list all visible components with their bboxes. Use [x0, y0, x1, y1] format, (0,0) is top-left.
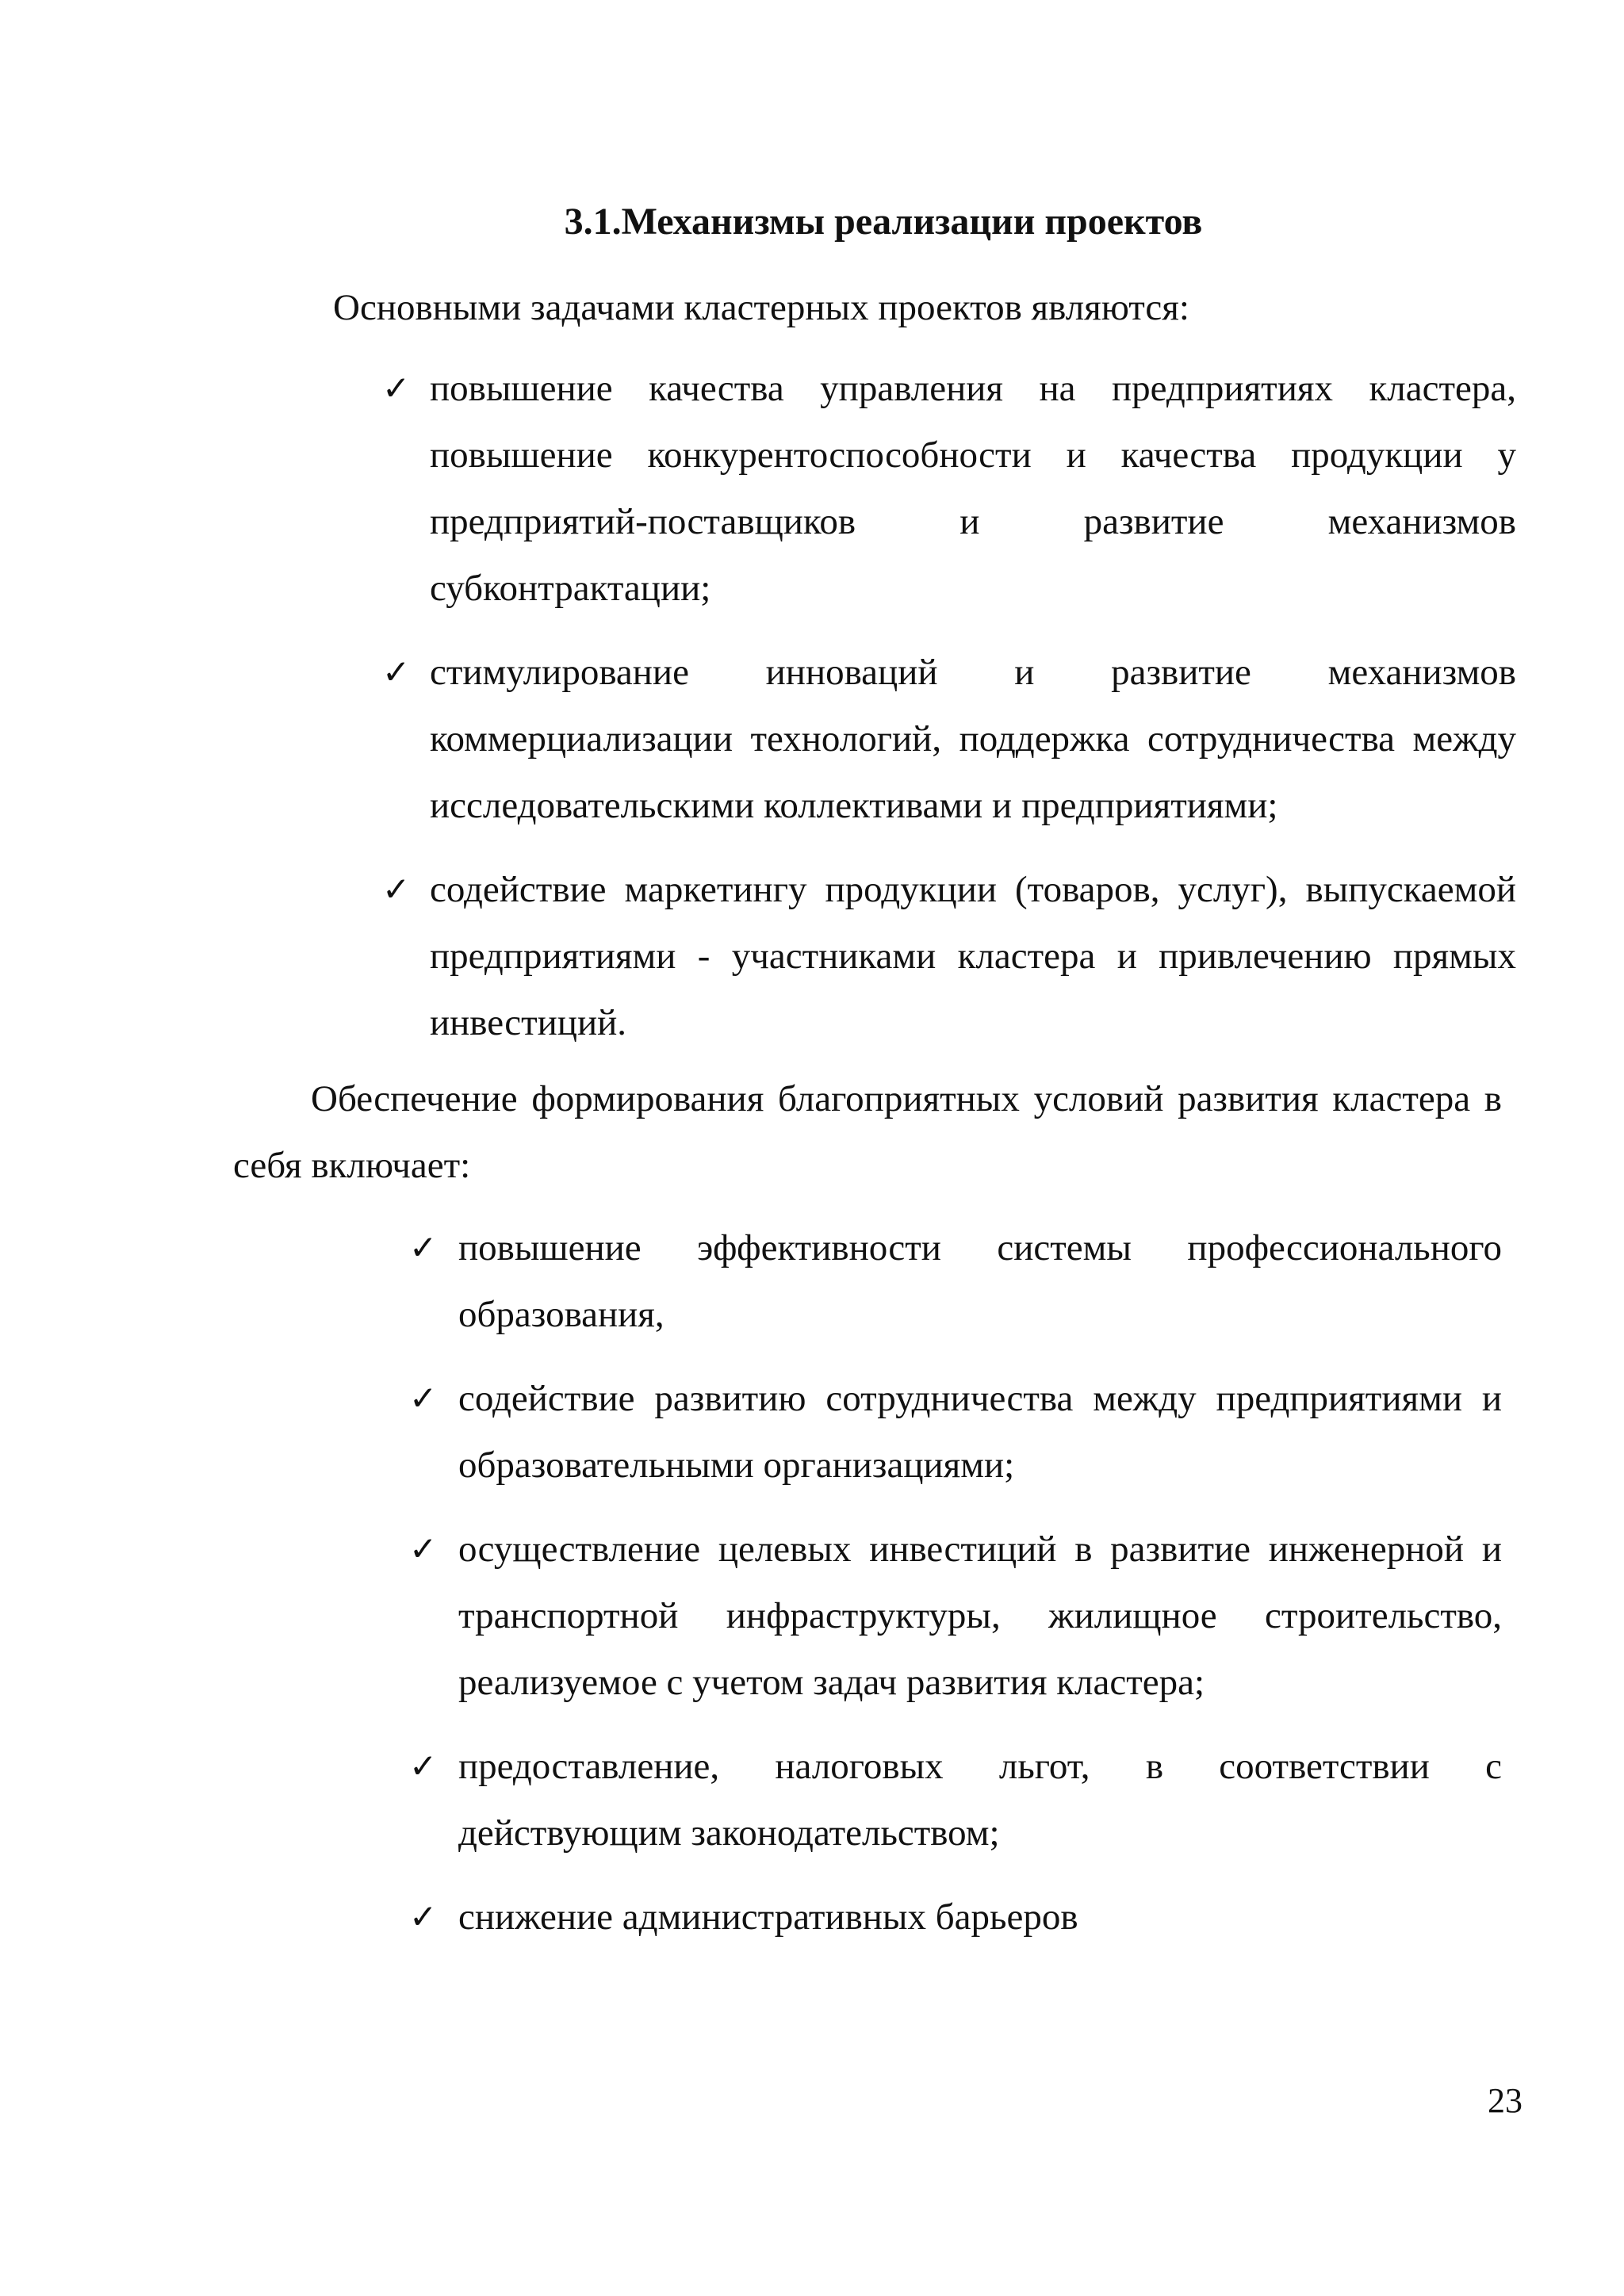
list-item: [409, 1733, 1502, 1866]
list-item-text: стимулирование инноваций и развитие механизмов коммерциализации технологий, поддержка сотрудничества между исследовательскими коллективами и предприятиями;: [430, 652, 1516, 826]
list-item-text: предоставление, налоговых льгот, в соответствии с действующим законодательством;: [458, 1746, 1502, 1854]
checkmark-icon: ✓: [409, 1897, 438, 1936]
conditions-list: [409, 1215, 1502, 1968]
list-item-text: повышение качества управления на предприятиях кластера, повышение конкурентоспособности и качества продукции у предприятий-поставщиков и развитие механизмов субконтрактации;: [430, 368, 1516, 609]
tasks-list: [382, 355, 1516, 1073]
checkmark-icon: ✓: [409, 1529, 438, 1568]
list-item: [409, 1884, 1502, 1950]
list-item: [409, 1516, 1502, 1716]
page-number: 23: [1488, 2081, 1522, 2120]
list-item: [382, 856, 1516, 1056]
checkmark-icon: ✓: [409, 1379, 438, 1418]
intro-paragraph-tasks: Основными задачами кластерных проектов являются:: [333, 287, 1189, 328]
intro-paragraph-conditions: Обеспечение формирования благоприятных условий развития кластера в себя включает:: [233, 1078, 1502, 1186]
section-heading: 3.1.Механизмы реализации проектов: [564, 201, 1203, 243]
list-item: [382, 639, 1516, 839]
checkmark-icon: ✓: [382, 652, 411, 691]
list-item: [409, 1365, 1502, 1498]
list-item-text: повышение эффективности системы профессионального образования,: [458, 1227, 1502, 1335]
list-item: [409, 1215, 1502, 1348]
list-item-text: снижение административных барьеров: [458, 1896, 1078, 1938]
list-item-text: осуществление целевых инвестиций в развитие инженерной и транспортной инфраструктуры, жилищное строительство, реализуемое с учетом задач развития кластера;: [458, 1529, 1502, 1703]
checkmark-icon: ✓: [382, 870, 411, 909]
list-item-text: содействие развитию сотрудничества между предприятиями и образовательными организациями;: [458, 1378, 1502, 1486]
checkmark-icon: ✓: [382, 369, 411, 408]
list-item: [382, 355, 1516, 622]
checkmark-icon: ✓: [409, 1228, 438, 1267]
checkmark-icon: ✓: [409, 1747, 438, 1785]
list-item-text: содействие маркетингу продукции (товаров, услуг), выпускаемой предприятиями - участниками кластера и привлечению прямых инвестиций.: [430, 869, 1516, 1043]
